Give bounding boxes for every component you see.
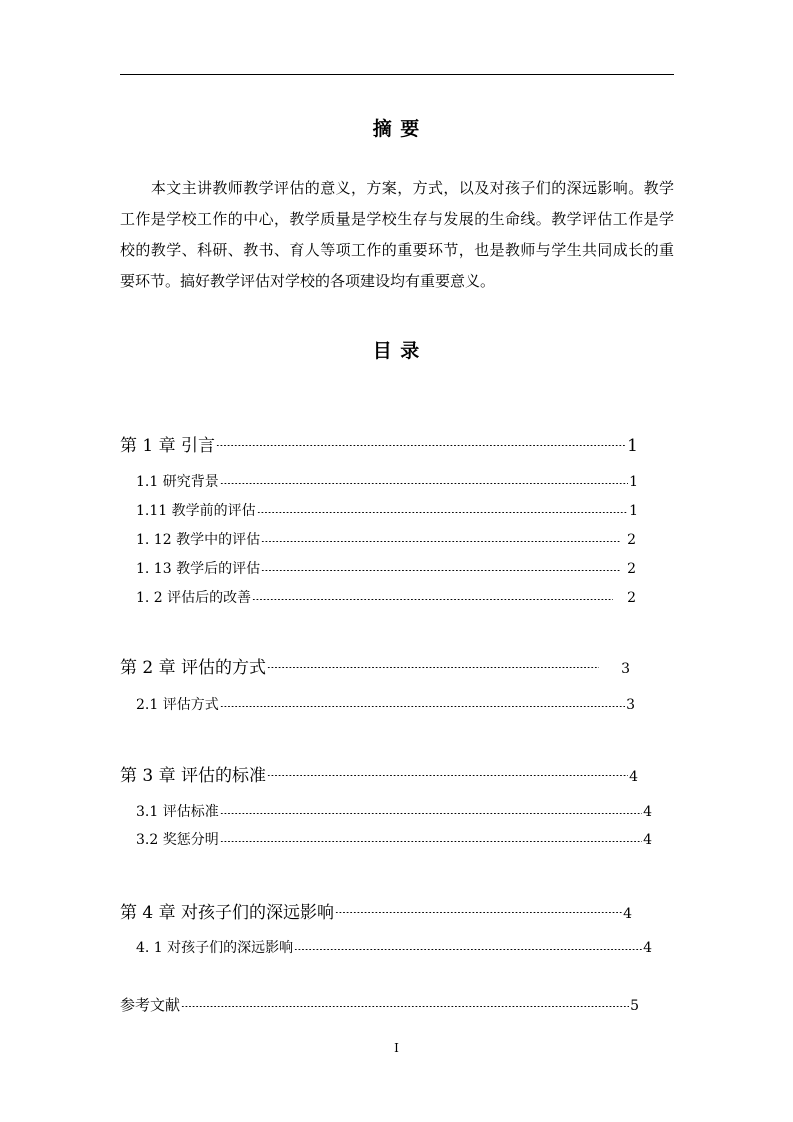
toc-entry-label: 3.1 评估标准	[136, 804, 219, 820]
toc-entry-page: 1	[627, 436, 638, 456]
toc-leader-dots	[267, 775, 628, 776]
toc-entry-chapter-1[interactable]	[120, 431, 638, 456]
toc-entry-3-1[interactable]	[136, 801, 652, 821]
toc-leader-dots	[261, 541, 620, 542]
toc-entry-label: 1. 12 教学中的评估	[136, 532, 261, 548]
abstract-body: 本文主讲教师教学评估的意义，方案，方式，以及对孩子们的深远影响。教学工作是学校工作的中心，教学质量是学校生存与发展的生命线。教学评估工作是学校的教学、科研、教书、育人等项工作的重要环节，也是教师与学生共同成长的重要环节。搞好教学评估对学校的各项建设均有重要意义。	[120, 179, 674, 290]
toc-entry-page: 4	[643, 804, 652, 820]
toc-entry-chapter-4[interactable]	[120, 898, 632, 923]
toc-entry-page: 4	[643, 940, 652, 956]
toc-leader-dots	[261, 570, 620, 571]
toc-entry-page: 2	[627, 561, 636, 577]
toc-entry-page: 2	[627, 532, 636, 548]
toc-entry-page: 3	[621, 661, 630, 677]
toc-leader-dots	[181, 1006, 629, 1007]
toc-entry-page: 1	[629, 503, 638, 519]
toc-entry-label: 1. 2 评估后的改善	[136, 590, 252, 606]
toc-entry-label: 1.1 研究背景	[136, 474, 219, 490]
toc-entry-chapter-3[interactable]	[120, 761, 638, 786]
toc-leader-dots	[252, 599, 613, 600]
toc-entry-page: 3	[626, 697, 635, 713]
page-number: I	[394, 1041, 399, 1055]
toc-entry-label: 1. 13 教学后的评估	[136, 561, 261, 577]
toc-entry-label: 第 1 章 引言	[120, 436, 216, 456]
toc-entry-page: 4	[643, 832, 652, 848]
toc-entry-1-12[interactable]	[136, 529, 636, 549]
toc-entry-label: 第 2 章 评估的方式	[120, 658, 267, 678]
toc-entry-2-1[interactable]	[136, 694, 635, 714]
toc-leader-dots	[294, 949, 642, 950]
toc-entry-3-2[interactable]	[136, 829, 652, 849]
toc-entry-1-2[interactable]	[136, 587, 636, 607]
toc-entry-page: 4	[629, 769, 638, 785]
toc-entry-chapter-2[interactable]	[120, 653, 630, 678]
toc-leader-dots	[257, 512, 628, 513]
toc-entry-references[interactable]	[120, 994, 639, 1015]
header-rule	[120, 74, 674, 75]
toc-entry-page: 1	[629, 474, 638, 490]
toc-entry-1-1[interactable]	[136, 471, 638, 491]
toc-title: 目 录	[372, 340, 421, 362]
toc-leader-dots	[216, 445, 626, 446]
toc-entry-1-11[interactable]	[136, 500, 638, 520]
toc-entry-label: 3.2 奖惩分明	[136, 832, 219, 848]
toc-leader-dots	[267, 667, 599, 668]
toc-leader-dots	[220, 813, 642, 814]
toc-entry-label: 1.11 教学前的评估	[136, 503, 256, 519]
toc-entry-page: 5	[630, 998, 639, 1014]
toc-leader-dots	[335, 912, 622, 913]
abstract-title: 摘 要	[372, 118, 421, 140]
toc-entry-4-1[interactable]	[136, 937, 652, 957]
toc-leader-dots	[220, 483, 628, 484]
toc-entry-label: 参考文献	[120, 996, 181, 1014]
toc-entry-label: 第 4 章 对孩子们的深远影响	[120, 903, 335, 923]
toc-entry-label: 2.1 评估方式	[136, 697, 219, 713]
toc-entry-page: 4	[623, 906, 632, 922]
toc-entry-label: 第 3 章 评估的标准	[120, 766, 267, 786]
toc-entry-1-13[interactable]	[136, 558, 636, 578]
toc-entry-page: 2	[627, 590, 636, 606]
toc-entry-label: 4. 1 对孩子们的深远影响	[136, 940, 294, 956]
toc-leader-dots	[220, 841, 642, 842]
toc-leader-dots	[220, 706, 625, 707]
